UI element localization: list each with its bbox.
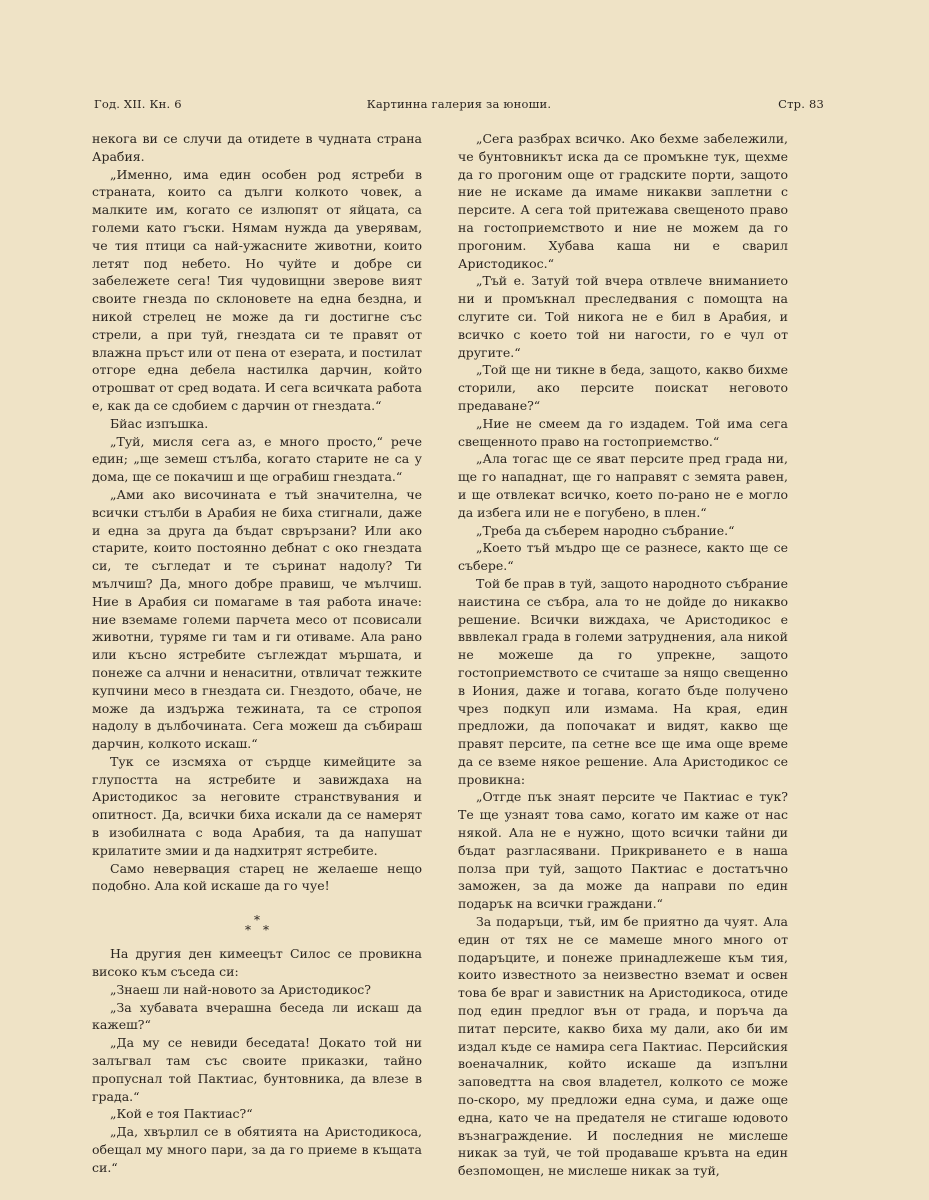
header-magazine-title: Картинна галерия за юноши. (366, 97, 552, 111)
paragraph: „Кой е тоя Пактиас?“ (110, 1106, 253, 1122)
section-separator (92, 913, 422, 938)
paragraph: На другия ден кимеецът Силос се провикна високо към съседа си: (92, 946, 422, 980)
paragraph: Той бе прав в туй, защото народното събрание наистина се събра, ала то не дойде до никакво решение. Всички виждаха, че Аристодикос е вввлекал града в големи затруднения, ала никой не можеше да го упрекне, защото гостоприемството се считаше за нящо свещенно в Иония, даже и тогава, когато бъде получено чрез подкуп или измама. На края, един предложи, да попочакат и видят, какво ще правят персите, па сетне все ще има още време да се вземе някое решение. Ала Аристодикос се провикна: (458, 575, 788, 787)
paragraph: За подаръци, тъй, им бе приятно да чуят. Ала един от тях не се мамеше много много от подаръците, и понеже принадлежеше към тия, които известното за неизвестно вземат и освен това бе враг и завистник на Аристодикоса, отиде под един предлог вън от града, и поръча да питат персите, какво биха му дали, ако би им издал къде се намира сега Пактиас. Персийския военачалник, който искаше да изпълни заповедтта на своя владетел, колкото се може по-скоро, му предложи една сума, и даже още една, като че на предателя не стигаше юдовото възнаграждение. И последния не мислеше никак за туй, че той продаваше кръвта на един безпомощен, не мислеше никак за туй, (458, 914, 788, 1179)
paragraph: „Треба да съберем народно събрание.“ (476, 522, 735, 538)
header-volume-issue: Год. XII. Кн. 6 (94, 97, 182, 111)
left-column (92, 130, 422, 1177)
paragraph: Тук се изсмяха от сърдце кимейците за глупостта на ястребите и завиждаха на Аристодикос за неговите странствувания и опитност. Да, всички биха искали да се намерят в изобилната с вода Арабия, та да напушат крилатите змии и да надхитрят ястребите. (92, 753, 422, 858)
paragraph: „Да му се невиди беседата! Докато той ни залъгвал там със своите приказки, тайно пропуснал той Пактиас, бунтовника, да влезе в града.“ (92, 1035, 422, 1104)
separator-star: * (245, 923, 251, 938)
paragraph: Бйас изпъшка. (110, 415, 209, 431)
running-header (94, 97, 824, 117)
paragraph: „Сега разбрах всичко. Ако бехме забележили, че бунтовникът иска да се промъкне тук, щехме да го прогоним още от градските порти, защото ние не искаме да имаме никакви заплетни с персите. А сега той притежава свещеното право на гостоприемството и ние не можем да го прогоним. Хубава каша ни е сварил Аристодикос.“ (458, 131, 788, 271)
paragraph: „Което тъй мъдро ще се разнесе, както ще се събере.“ (458, 540, 788, 574)
separator-star: * (254, 913, 260, 928)
paragraph: „Знаеш ли най-новото за Аристодикос? (110, 981, 372, 997)
paragraph: „Туй, мисля сега аз, е много просто,“ рече един; „ще земеш стълба, когато старите не са у дома, ще се покачиш и ще ограбиш гнездата.“ (92, 433, 422, 485)
paragraph: „Той ще ни тикне в беда, защото, какво бихме сторили, ако персите поискат неговото предаване?“ (458, 362, 788, 413)
paragraph: „Отгде пък знаят персите че Пактиас е тук? Те ще узнаят това само, когато им каже от нас някой. Ала не е нужно, щото всички тайни ди бъдат разгласявани. Прикриването е в наша полза при туй, защото Пактиас е достатъчно заможен, за да може да направи по един подарък на всички граждани.“ (458, 789, 788, 912)
paragraph: „За хубавата вчерашна беседа ли искаш да кажеш?“ (92, 999, 422, 1033)
paragraph: некога ви се случи да отидете в чудната страна Арабия. (92, 131, 422, 164)
header-page-number: Стр. 83 (778, 97, 824, 111)
separator-star: * (263, 923, 269, 938)
right-column (458, 130, 788, 1180)
paragraph: „Именно, има един особен род ястреби в страната, които са дълги колкото човек, а малките им, когато се излюпят от яйцата, са големи като гъски. Нямам нужда да уверявам, че тия птици са най-ужасните животни, които летят под небето. Но чуйте и добре си забележете сега! Тия чудовищни зверове вият своите гнезда по склоновете на една бездна, и никой стрелец не може да ги достигне със стрели, а при туй, гнездата си те правят от влажна пръст или от пена от езерата, и постилат отгоре една дебела настилка дарчин, който отрошват от сред водата. И сега всичката работа е, как да се сдобием с дарчин от гнездата.“ (92, 166, 422, 413)
paragraph: Само невервация старец не желаеше нещо подобно. Ала кой искаше да го чуе! (92, 860, 422, 894)
paragraph: „Ала тогас ще се яват персите пред града ни, ще го нападнат, ще го направят с земята равен, и ще отвлекат всичко, което по-рано не е могло да избега или не е погубено, в плен.“ (458, 451, 788, 520)
paragraph: „Ами ако височината е тъй значителна, че всички стълби в Арабия не биха стигнали, даже и една за друга да бъдат сврързани? Или ако старите, които постоянно дебнат с око гнездата си, те съгледат и те съринат надолу? Ти мълчиш? Да, много добре правиш, че мълчиш. Ние в Арабия си помагаме в тая работа иначе: ние вземаме големи парчета месо от псовисали животни, туряме ги там и ги отиваме. Ала рано или късно ястребите съглеждат мършата, и понеже са алчни и ненаситни, отвличат тежките купчини месо в гнездата си. Гнездото, обаче, не може да издържа тежината, та се стропоя надолу в дълбочината. Сега можеш да събираш дарчин, колкото искаш.“ (92, 486, 422, 752)
paragraph: „Тъй е. Затуй той вчера отвлече вниманието ни и промъкнал преследвания с помощта на слугите си. Той никога не е бил в Арабия, и всичко с което той ни нагости, го е чул от другите.“ (458, 273, 788, 360)
paragraph: „Да, хвърлил се в обятията на Аристодикоса, обещал му много пари, за да го приеме в къщата си.“ (92, 1124, 422, 1175)
paragraph: „Ние не смеем да го издадем. Той има сега свещенното право на гостоприемство.“ (458, 415, 788, 449)
